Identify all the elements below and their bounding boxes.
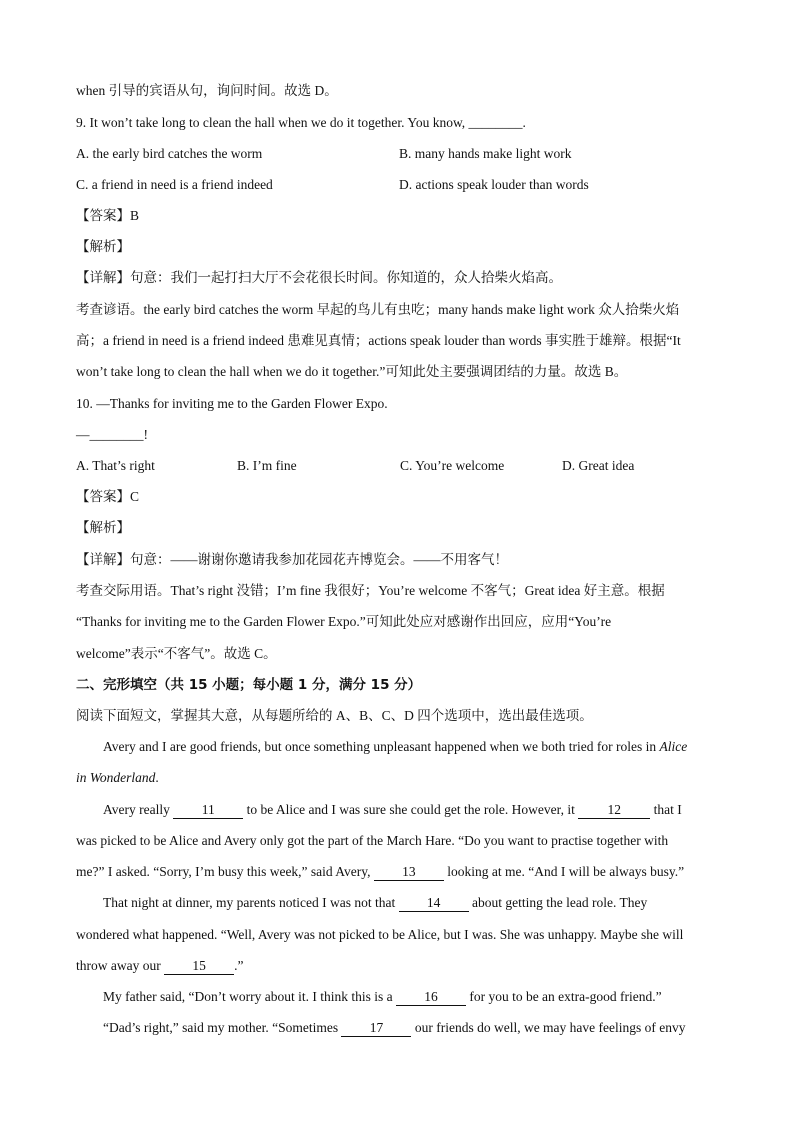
question-10-explain-line: 考查交际用语。That’s right 没错；I’m fine 我很好；You’re welcome 不客气；Great idea 好主意。根据 xyxy=(76,583,665,598)
blank-17: 17 xyxy=(341,1020,411,1037)
question-10-explain-line: “Thanks for inviting me to the Garden Flower Expo.”可知此处应对感谢作出回应，应用“You’re xyxy=(76,614,612,629)
passage-text: .” xyxy=(234,958,244,973)
question-9-explain-line: 考查谚语。the early bird catches the worm 早起的鸟儿有虫吃；many hands make light work 众人拾柴火焰 xyxy=(76,302,680,317)
section-2-instruction: 阅读下面短文，掌握其大意，从每题所给的 A、B、C、D 四个选项中，选出最佳选项。 xyxy=(76,708,593,723)
passage-line xyxy=(103,737,753,757)
option-b: B. many hands make light work xyxy=(399,146,572,161)
passage-text: to be Alice and I was sure she could get the role. However, it xyxy=(243,802,579,817)
question-10-stem: 10. —Thanks for inviting me to the Garden Flower Expo. xyxy=(76,396,388,411)
question-10-explain-line: welcome”表示“不客气”。故选 C。 xyxy=(76,646,277,661)
passage-line xyxy=(103,987,753,1007)
passage-text: Avery and I are good friends, but once something unpleasant happened when we both tried for roles in xyxy=(103,739,660,754)
passage-line xyxy=(76,956,726,976)
question-9-explain-line: 高；a friend in need is a friend indeed 患难见真情；actions speak louder than words 事实胜于雄辩。根据“It xyxy=(76,333,681,348)
reply-blank: ________ xyxy=(89,427,144,442)
section-2-title: 二、完形填空（共 15 小题；每小题 1 分，满分 15 分） xyxy=(76,677,422,693)
passage-text: throw away our xyxy=(76,958,165,973)
passage-text: for you to be an extra-good friend.” xyxy=(465,989,662,1004)
question-9-analysis-label: 【解析】 xyxy=(76,239,130,254)
option-c: C. a friend in need is a friend indeed xyxy=(76,177,273,192)
passage-text: That night at dinner, my parents noticed I was not that xyxy=(103,895,399,910)
option-c: C. You’re welcome xyxy=(400,458,505,473)
passage-text: that I xyxy=(650,802,682,817)
blank-16: 16 xyxy=(396,989,466,1006)
question-9-explain-line: won’t take long to clean the hall when we do it together.”可知此处主要强调团结的力量。故选 B。 xyxy=(76,364,628,379)
passage-line: was picked to be Alice and Avery only got the part of the March Hare. “Do you want to practise together with xyxy=(76,833,669,848)
option-a: A. That’s right xyxy=(76,458,155,473)
blank-14: 14 xyxy=(399,895,469,912)
passage-line xyxy=(103,800,753,820)
passage-text: looking at me. “And I will be always busy.” xyxy=(443,864,685,879)
passage-text: “Dad’s right,” said my mother. “Sometimes xyxy=(103,1020,342,1035)
question-10-options xyxy=(76,456,726,476)
blank-13: 13 xyxy=(374,864,444,881)
option-b: B. I’m fine xyxy=(237,458,297,473)
reply-dash: — xyxy=(76,427,90,442)
question-10-analysis-label: 【解析】 xyxy=(76,520,130,535)
book-title: Alice xyxy=(659,739,688,754)
question-10-reply xyxy=(76,425,726,445)
passage-text: me?” I asked. “Sorry, I’m busy this week,” said Avery, xyxy=(76,864,374,879)
question-9-stem: 9. It won’t take long to clean the hall when we do it together. You know, ________. xyxy=(76,115,526,130)
blank-15: 15 xyxy=(164,958,234,975)
question-9-options-row-2 xyxy=(76,175,726,195)
passage-line xyxy=(76,768,726,788)
book-title: in Wonderland xyxy=(76,770,156,785)
reply-end: ! xyxy=(143,427,148,442)
passage-text: My father said, “Don’t worry about it. I think this is a xyxy=(103,989,396,1004)
question-9-detail: 【详解】句意：我们一起打扫大厅不会花很长时间。你知道的，众人拾柴火焰高。 xyxy=(76,270,562,285)
question-9-options-row-1 xyxy=(76,144,726,164)
passage-text: our friends do well, we may have feelings of envy xyxy=(411,1020,686,1035)
option-d: D. Great idea xyxy=(562,458,635,473)
option-d: D. actions speak louder than words xyxy=(399,177,589,192)
passage-line: wondered what happened. “Well, Avery was not picked to be Alice, but I was. She was unhappy. Maybe she will xyxy=(76,927,684,942)
prev-answer-tail: when 引导的宾语从句，询问时间。故选 D。 xyxy=(76,83,338,98)
passage-line xyxy=(103,1018,753,1038)
passage-text: . xyxy=(155,770,159,785)
blank-12: 12 xyxy=(578,802,650,819)
passage-text: Avery really xyxy=(103,802,174,817)
passage-line xyxy=(76,862,726,882)
question-10-detail: 【详解】句意：——谢谢你邀请我参加花园花卉博览会。——不用客气！ xyxy=(76,552,508,567)
passage-text: about getting the lead role. They xyxy=(468,895,648,910)
passage-line xyxy=(103,893,753,913)
question-9-answer: 【答案】B xyxy=(76,208,140,223)
option-a: A. the early bird catches the worm xyxy=(76,146,263,161)
question-10-answer: 【答案】C xyxy=(76,489,140,504)
blank-11: 11 xyxy=(173,802,243,819)
